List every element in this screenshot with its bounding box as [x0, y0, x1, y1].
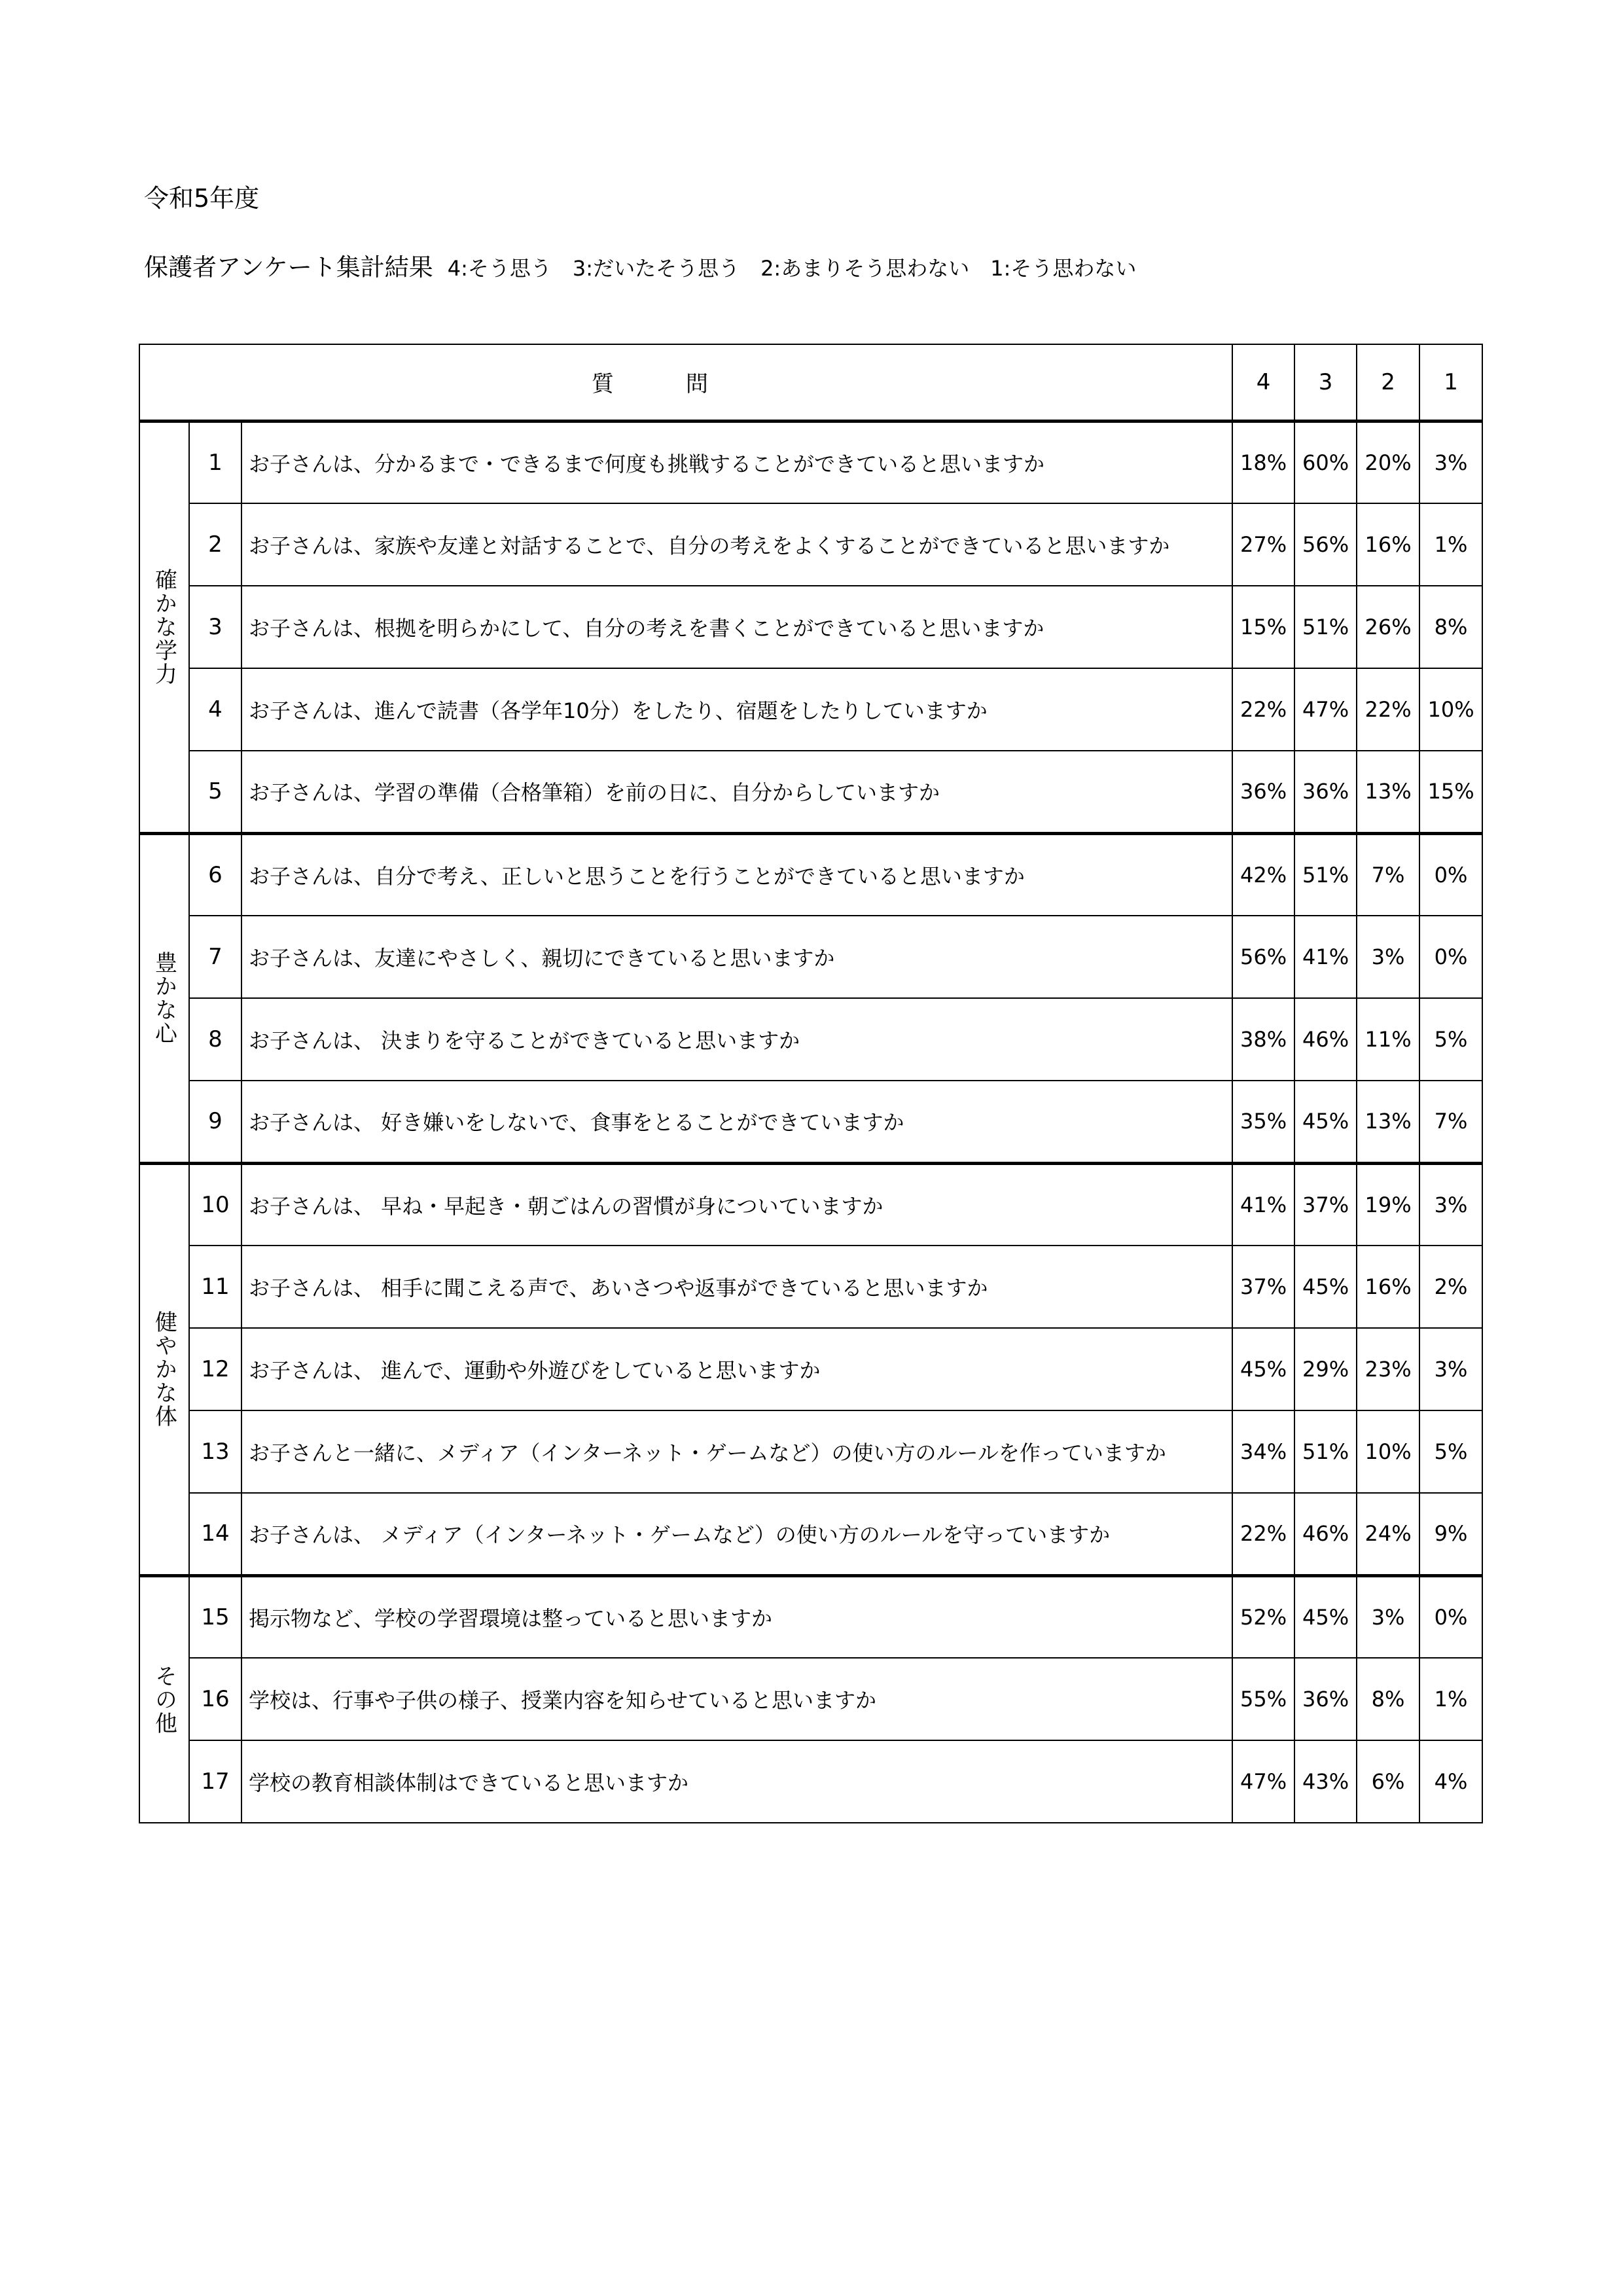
question-text: お子さんは、進んで読書（各学年10分）をしたり、宿題をしたりしていますか — [241, 668, 1232, 751]
percent-3: 51% — [1294, 1410, 1357, 1493]
score-header-1: 1 — [1419, 344, 1482, 421]
percent-1: 3% — [1419, 421, 1482, 503]
question-text: お子さんは、 メディア（インターネット・ゲームなど）の使い方のルールを守っていますか — [241, 1493, 1232, 1575]
percent-1: 4% — [1419, 1740, 1482, 1823]
question-number: 2 — [189, 503, 241, 586]
category-group — [139, 833, 1482, 1163]
table-row — [139, 1246, 1482, 1328]
percent-1: 10% — [1419, 668, 1482, 751]
question-text: お子さんは、友達にやさしく、親切にできていると思いますか — [241, 916, 1232, 998]
question-number: 12 — [189, 1328, 241, 1410]
percent-3: 60% — [1294, 421, 1357, 503]
percent-2: 10% — [1357, 1410, 1419, 1493]
percent-2: 13% — [1357, 751, 1419, 833]
table-row — [139, 421, 1482, 503]
percent-4: 42% — [1232, 833, 1294, 916]
percent-1: 7% — [1419, 1081, 1482, 1163]
percent-2: 7% — [1357, 833, 1419, 916]
percent-3: 46% — [1294, 998, 1357, 1081]
question-text: お子さんは、根拠を明らかにして、自分の考えを書くことができていると思いますか — [241, 586, 1232, 668]
percent-1: 5% — [1419, 1410, 1482, 1493]
percent-2: 22% — [1357, 668, 1419, 751]
table-row — [139, 668, 1482, 751]
category-label: 確かな学力 — [139, 421, 189, 833]
percent-2: 26% — [1357, 586, 1419, 668]
score-header-3: 3 — [1294, 344, 1357, 421]
percent-1: 0% — [1419, 916, 1482, 998]
category-label: 豊かな心 — [139, 833, 189, 1163]
question-number: 3 — [189, 586, 241, 668]
percent-2: 8% — [1357, 1658, 1419, 1740]
percent-4: 18% — [1232, 421, 1294, 503]
percent-4: 45% — [1232, 1328, 1294, 1410]
percent-3: 43% — [1294, 1740, 1357, 1823]
percent-3: 29% — [1294, 1328, 1357, 1410]
percent-1: 1% — [1419, 503, 1482, 586]
category-label: 健やかな体 — [139, 1163, 189, 1575]
percent-4: 56% — [1232, 916, 1294, 998]
survey-results-table — [139, 344, 1483, 1823]
table-header-row — [139, 344, 1482, 421]
percent-4: 36% — [1232, 751, 1294, 833]
rating-legend: 4:そう思う 3:だいたそう思う 2:あまりそう思わない 1:そう思わない — [447, 256, 1137, 281]
percent-2: 6% — [1357, 1740, 1419, 1823]
percent-1: 8% — [1419, 586, 1482, 668]
table-row — [139, 1328, 1482, 1410]
table-row — [139, 1410, 1482, 1493]
score-header-2: 2 — [1357, 344, 1419, 421]
table-row — [139, 503, 1482, 586]
question-text: お子さんは、 進んで、運動や外遊びをしていると思いますか — [241, 1328, 1232, 1410]
question-text: 学校は、行事や子供の様子、授業内容を知らせていると思いますか — [241, 1658, 1232, 1740]
percent-3: 47% — [1294, 668, 1357, 751]
percent-3: 45% — [1294, 1575, 1357, 1658]
question-number: 8 — [189, 998, 241, 1081]
percent-1: 3% — [1419, 1328, 1482, 1410]
question-number: 7 — [189, 916, 241, 998]
percent-1: 9% — [1419, 1493, 1482, 1575]
table-row — [139, 1575, 1482, 1658]
table-row — [139, 1493, 1482, 1575]
percent-1: 0% — [1419, 1575, 1482, 1658]
table-row — [139, 998, 1482, 1081]
question-text: お子さんは、 好き嫌いをしないで、食事をとることができていますか — [241, 1081, 1232, 1163]
percent-4: 22% — [1232, 668, 1294, 751]
percent-2: 23% — [1357, 1328, 1419, 1410]
percent-4: 35% — [1232, 1081, 1294, 1163]
question-number: 5 — [189, 751, 241, 833]
question-text: 掲示物など、学校の学習環境は整っていると思いますか — [241, 1575, 1232, 1658]
question-text: お子さんは、 決まりを守ることができていると思いますか — [241, 998, 1232, 1081]
question-header: 質問 — [139, 344, 1232, 421]
percent-3: 56% — [1294, 503, 1357, 586]
table-row — [139, 1740, 1482, 1823]
category-group — [139, 1575, 1482, 1823]
survey-title: 保護者アンケート集計結果 — [144, 253, 433, 281]
question-number: 6 — [189, 833, 241, 916]
percent-3: 51% — [1294, 833, 1357, 916]
table-row — [139, 833, 1482, 916]
question-text: お子さんは、家族や友達と対話することで、自分の考えをよくすることができていると思いますか — [241, 503, 1232, 586]
question-text: お子さんは、 相手に聞こえる声で、あいさつや返事ができていると思いますか — [241, 1246, 1232, 1328]
table-row — [139, 1081, 1482, 1163]
percent-2: 16% — [1357, 1246, 1419, 1328]
percent-1: 3% — [1419, 1163, 1482, 1246]
percent-3: 45% — [1294, 1081, 1357, 1163]
percent-2: 11% — [1357, 998, 1419, 1081]
percent-4: 15% — [1232, 586, 1294, 668]
question-number: 13 — [189, 1410, 241, 1493]
percent-4: 38% — [1232, 998, 1294, 1081]
question-number: 4 — [189, 668, 241, 751]
percent-1: 15% — [1419, 751, 1482, 833]
percent-1: 0% — [1419, 833, 1482, 916]
question-text: お子さんは、学習の準備（合格筆箱）を前の日に、自分からしていますか — [241, 751, 1232, 833]
question-number: 1 — [189, 421, 241, 503]
percent-3: 41% — [1294, 916, 1357, 998]
table-row — [139, 1163, 1482, 1246]
percent-2: 3% — [1357, 1575, 1419, 1658]
fiscal-year-label: 令和5年度 — [144, 184, 260, 213]
percent-3: 51% — [1294, 586, 1357, 668]
percent-3: 45% — [1294, 1246, 1357, 1328]
percent-3: 46% — [1294, 1493, 1357, 1575]
question-number: 16 — [189, 1658, 241, 1740]
question-number: 15 — [189, 1575, 241, 1658]
percent-4: 55% — [1232, 1658, 1294, 1740]
percent-2: 24% — [1357, 1493, 1419, 1575]
percent-4: 52% — [1232, 1575, 1294, 1658]
percent-4: 34% — [1232, 1410, 1294, 1493]
category-label: その他 — [139, 1575, 189, 1823]
percent-1: 1% — [1419, 1658, 1482, 1740]
percent-2: 19% — [1357, 1163, 1419, 1246]
category-group — [139, 421, 1482, 833]
percent-2: 16% — [1357, 503, 1419, 586]
question-text: お子さんは、分かるまで・できるまで何度も挑戦することができていると思いますか — [241, 421, 1232, 503]
table-row — [139, 1658, 1482, 1740]
question-text: 学校の教育相談体制はできていると思いますか — [241, 1740, 1232, 1823]
table-row — [139, 751, 1482, 833]
question-text: お子さんは、自分で考え、正しいと思うことを行うことができていると思いますか — [241, 833, 1232, 916]
percent-4: 47% — [1232, 1740, 1294, 1823]
question-number: 9 — [189, 1081, 241, 1163]
percent-3: 36% — [1294, 1658, 1357, 1740]
percent-2: 3% — [1357, 916, 1419, 998]
question-number: 10 — [189, 1163, 241, 1246]
percent-2: 20% — [1357, 421, 1419, 503]
question-number: 14 — [189, 1493, 241, 1575]
table-row — [139, 916, 1482, 998]
table-row — [139, 586, 1482, 668]
percent-1: 5% — [1419, 998, 1482, 1081]
score-header-4: 4 — [1232, 344, 1294, 421]
question-text: お子さんは、 早ね・早起き・朝ごはんの習慣が身についていますか — [241, 1163, 1232, 1246]
question-text: お子さんと一緒に、メディア（インターネット・ゲームなど）の使い方のルールを作っていますか — [241, 1410, 1232, 1493]
percent-4: 22% — [1232, 1493, 1294, 1575]
question-number: 17 — [189, 1740, 241, 1823]
percent-2: 13% — [1357, 1081, 1419, 1163]
percent-4: 27% — [1232, 503, 1294, 586]
percent-4: 41% — [1232, 1163, 1294, 1246]
percent-3: 36% — [1294, 751, 1357, 833]
category-group — [139, 1163, 1482, 1575]
percent-3: 37% — [1294, 1163, 1357, 1246]
survey-title-line — [144, 247, 1136, 283]
percent-1: 2% — [1419, 1246, 1482, 1328]
percent-4: 37% — [1232, 1246, 1294, 1328]
question-number: 11 — [189, 1246, 241, 1328]
